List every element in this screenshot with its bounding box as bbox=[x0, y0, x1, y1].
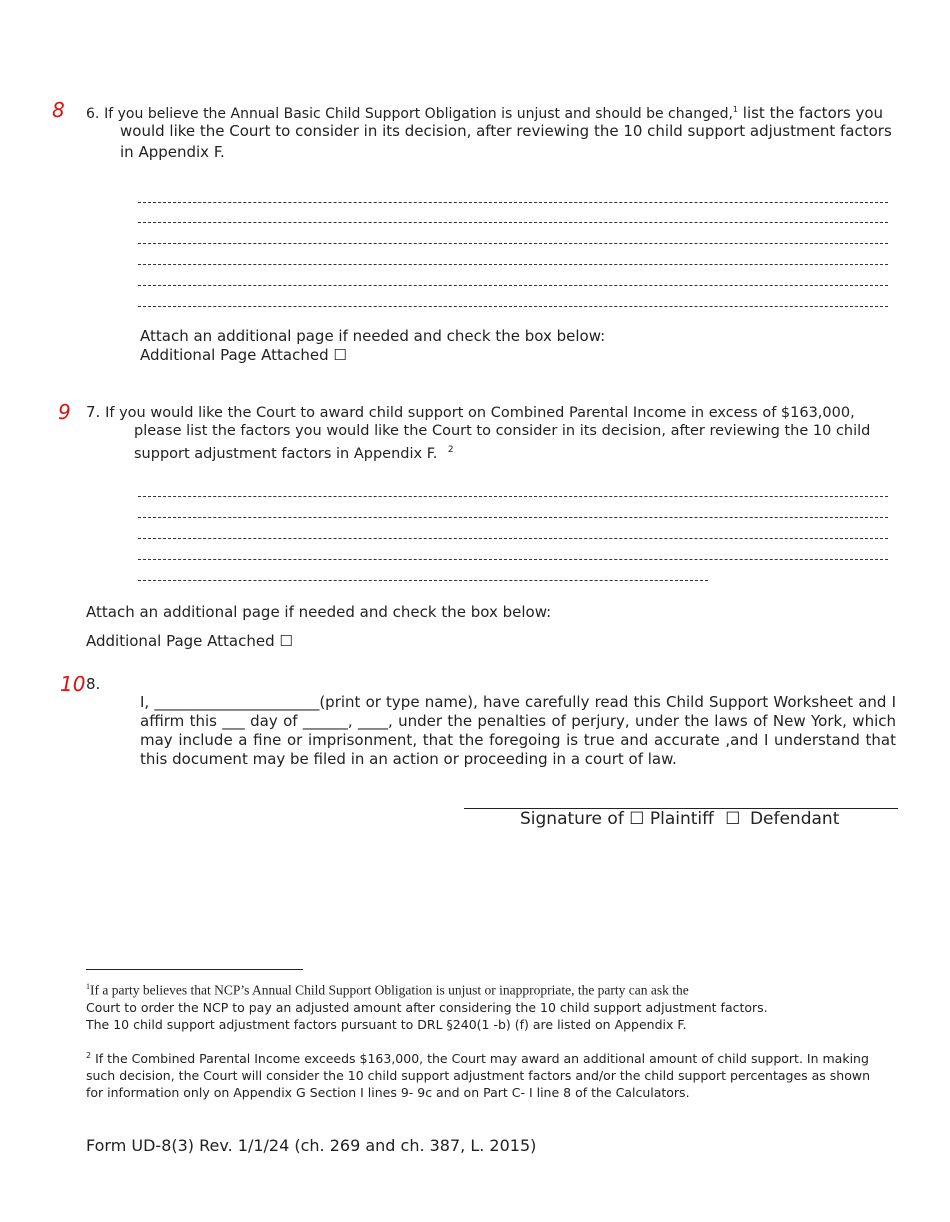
footnote-2-mark: 2 bbox=[86, 1051, 92, 1060]
attach-instruction-7: Attach an additional page if needed and check the box below: bbox=[86, 603, 552, 621]
question-8-number: 8. bbox=[86, 675, 101, 693]
question-6-rest: list the factors you bbox=[742, 104, 884, 122]
answer-line-7-4[interactable] bbox=[138, 559, 888, 560]
footnote-1-line1: If a party believes that NCP’s Annual Child Support Obligation is unjust or inappropriate, the party can ask the bbox=[90, 982, 689, 998]
question-6-number: 6. bbox=[86, 106, 100, 122]
footnote-ref-2: 2 bbox=[447, 445, 454, 455]
answer-line-6-2[interactable] bbox=[138, 222, 888, 223]
signature-row bbox=[520, 809, 839, 829]
answer-line-6-6[interactable] bbox=[138, 306, 888, 307]
attach-instruction-6: Attach an additional page if needed and check the box below: bbox=[140, 327, 606, 345]
footnote-1-line3: The 10 child support adjustment factors pursuant to DRL §240(1 -b) (f) are listed on Appendix F. bbox=[86, 1016, 687, 1032]
affirmation-text: I, ______________________(print or type name), have carefully read this Child Support Worksheet and I affirm this ___ day of ______, ____, under the penalties of perjury, under the laws of New York, which may include a fine or imprisonment, that the foregoing is true and accurate ,and I understand that this document may be filed in an action or proceeding in a court of law. bbox=[140, 693, 896, 768]
item-marker-8: 8 bbox=[52, 98, 65, 122]
question-7-line3: support adjustment factors in Appendix F. bbox=[134, 445, 438, 462]
question-7-line1 bbox=[86, 402, 896, 423]
footnote-separator bbox=[86, 969, 303, 970]
question-7-line2: please list the factors you would like the Court to consider in its decision, after reviewing the 10 child bbox=[134, 423, 871, 439]
answer-line-6-5[interactable] bbox=[138, 285, 888, 286]
plaintiff-checkbox[interactable]: ☐ bbox=[629, 809, 645, 829]
question-6-intro: If you believe the Annual Basic Child Support Obligation is unjust and should be changed, bbox=[104, 106, 733, 122]
additional-page-row-7 bbox=[86, 632, 293, 650]
footnote-ref-1: 1 bbox=[732, 105, 738, 114]
footnote-1-line1-row bbox=[86, 978, 906, 999]
answer-line-7-1[interactable] bbox=[138, 496, 888, 497]
defendant-label: Defendant bbox=[749, 809, 840, 829]
question-7-line1-text: If you would like the Court to award child support on Combined Parental Income in excess of $163,000, bbox=[105, 405, 855, 421]
question-7-line3-row bbox=[134, 440, 454, 464]
additional-page-checkbox-6[interactable]: ☐ bbox=[333, 346, 347, 364]
footnote-2 bbox=[86, 1047, 886, 1101]
answer-line-6-1[interactable] bbox=[138, 202, 888, 203]
additional-page-checkbox-7[interactable]: ☐ bbox=[279, 632, 293, 650]
answer-line-7-2[interactable] bbox=[138, 517, 888, 518]
additional-page-row-6 bbox=[140, 346, 347, 364]
item-marker-9: 9 bbox=[58, 400, 71, 424]
question-6-line3: in Appendix F. bbox=[120, 143, 225, 161]
signature-prefix: Signature of bbox=[520, 809, 624, 829]
defendant-checkbox[interactable]: ☐ bbox=[725, 809, 741, 829]
additional-page-label-7: Additional Page Attached bbox=[86, 632, 275, 650]
form-id: Form UD-8(3) Rev. 1/1/24 (ch. 269 and ch. 387, L. 2015) bbox=[86, 1136, 537, 1155]
footnote-2-text: If the Combined Parental Income exceeds $163,000, the Court may award an additional amount of child support. In making such decision, the Court will consider the 10 child support adjustment factors and/or the child support percentages as shown for information only on Appendix G Section I lines 9- 9c and on Part C- I line 8 of the Calculators. bbox=[86, 1051, 871, 1101]
footnote-1 bbox=[86, 978, 906, 1033]
answer-line-7-3[interactable] bbox=[138, 538, 888, 539]
plaintiff-label: Plaintiff bbox=[649, 809, 714, 829]
question-7-number: 7. bbox=[86, 403, 101, 421]
item-marker-10: 10 bbox=[60, 672, 86, 696]
answer-line-6-3[interactable] bbox=[138, 243, 888, 244]
additional-page-label-6: Additional Page Attached bbox=[140, 346, 329, 364]
footnote-1-line2: Court to order the NCP to pay an adjusted amount after considering the 10 child support adjustment factors. bbox=[86, 999, 768, 1015]
answer-line-6-4[interactable] bbox=[138, 264, 888, 265]
question-6-line2: would like the Court to consider in its decision, after reviewing the 10 child support adjustment factors bbox=[120, 122, 892, 140]
answer-line-7-5[interactable] bbox=[138, 580, 708, 581]
footnote-1-mark: 1 bbox=[86, 982, 90, 991]
